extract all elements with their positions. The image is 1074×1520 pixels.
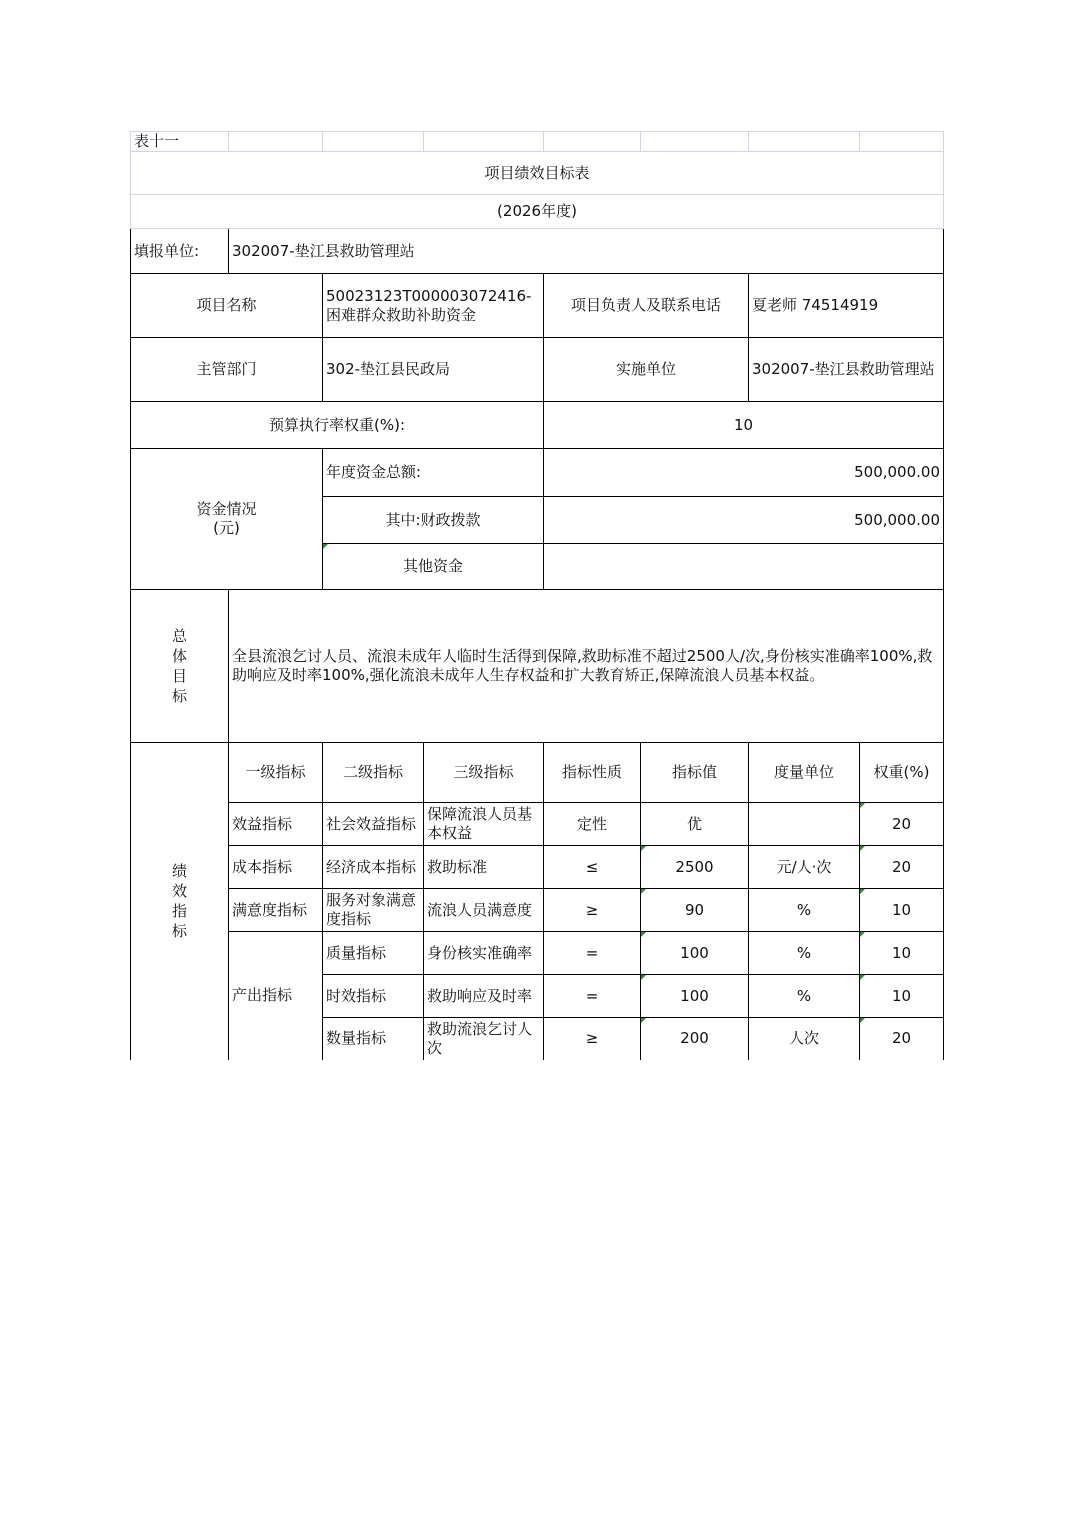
cell-level1: 产出指标 [229, 932, 323, 1060]
cell-value: 200 [641, 1018, 749, 1060]
header-level2: 二级指标 [323, 743, 424, 803]
cell-weight: 10 [860, 975, 944, 1018]
budget-rate-value: 10 [544, 402, 944, 449]
cell-level2: 经济成本指标 [323, 846, 424, 889]
cell-nature: ≥ [544, 889, 641, 932]
cell-value: 优 [641, 803, 749, 846]
cell-level2: 社会效益指标 [323, 803, 424, 846]
indicators-label: 绩效指标 [171, 862, 187, 941]
cell-value: 2500 [641, 846, 749, 889]
cell-weight: 20 [860, 846, 944, 889]
budget-rate-label: 预算执行率权重(%): [131, 402, 544, 449]
cell-weight: 20 [860, 1018, 944, 1060]
cell-value: 90 [641, 889, 749, 932]
cell-nature: = [544, 932, 641, 975]
cell-level3: 救助流浪乞讨人次 [424, 1018, 544, 1060]
implementing-unit-label: 实施单位 [544, 338, 749, 402]
cell-unit: 人次 [749, 1018, 860, 1060]
implementing-unit-value: 302007-垫江县救助管理站 [749, 338, 944, 402]
header-level3: 三级指标 [424, 743, 544, 803]
project-name-label: 项目名称 [131, 274, 323, 338]
funds-label: 资金情况 [196, 500, 257, 518]
cell-level3: 救助标准 [424, 846, 544, 889]
cell-level3: 身份核实准确率 [424, 932, 544, 975]
funds-label-cell [131, 449, 323, 590]
other-funds-value [544, 544, 944, 590]
cell-weight: 10 [860, 932, 944, 975]
header-weight: 权重(%) [860, 743, 944, 803]
header-unit: 度量单位 [749, 743, 860, 803]
annual-total-value: 500,000.00 [544, 449, 944, 497]
header-nature: 指标性质 [544, 743, 641, 803]
header-value: 指标值 [641, 743, 749, 803]
year-subtitle: (2026年度) [131, 195, 944, 229]
cell-nature: = [544, 975, 641, 1018]
cell-level1: 效益指标 [229, 803, 323, 846]
project-leader-label: 项目负责人及联系电话 [544, 274, 749, 338]
cell-value: 100 [641, 975, 749, 1018]
cell-level3: 救助响应及时率 [424, 975, 544, 1018]
cell-level2: 数量指标 [323, 1018, 424, 1060]
table-label: 表十一 [131, 132, 229, 152]
project-name-value: 50023123T000003072416-困难群众救助补助资金 [323, 274, 544, 338]
table-row [131, 846, 944, 889]
project-leader-value: 夏老师 74514919 [749, 274, 944, 338]
reporting-unit-value: 302007-垫江县救助管理站 [229, 229, 944, 274]
table-row [131, 932, 944, 975]
overall-goal-label: 总体目标 [171, 627, 187, 705]
cell-level1: 成本指标 [229, 846, 323, 889]
cell-unit: % [749, 975, 860, 1018]
header-level1: 一级指标 [229, 743, 323, 803]
page-title: 项目绩效目标表 [131, 152, 944, 195]
table-row [131, 889, 944, 932]
cell-value: 100 [641, 932, 749, 975]
annual-total-label: 年度资金总额: [323, 449, 544, 497]
overall-goal-text: 全县流浪乞讨人员、流浪未成年人临时生活得到保障,救助标准不超过2500人/次,身份核实准确率100%,救助响应及时率100%,强化流浪未成年人生存权益和扩大教育矫正,保障流浪人员基本权益。 [229, 590, 944, 743]
overall-goal-label-cell [131, 590, 229, 743]
cell-unit [749, 803, 860, 846]
table-row [131, 803, 944, 846]
fiscal-allocation-value: 500,000.00 [544, 497, 944, 544]
cell-nature: ≤ [544, 846, 641, 889]
cell-level3: 保障流浪人员基本权益 [424, 803, 544, 846]
cell-unit: % [749, 932, 860, 975]
cell-level2: 服务对象满意度指标 [323, 889, 424, 932]
cell-nature: 定性 [544, 803, 641, 846]
cell-level2: 质量指标 [323, 932, 424, 975]
cell-nature: ≥ [544, 1018, 641, 1060]
cell-unit: % [749, 889, 860, 932]
cell-level3: 流浪人员满意度 [424, 889, 544, 932]
performance-target-table [130, 131, 944, 1060]
reporting-unit-label: 填报单位: [131, 229, 229, 274]
department-value: 302-垫江县民政局 [323, 338, 544, 402]
department-label: 主管部门 [131, 338, 323, 402]
cell-weight: 10 [860, 889, 944, 932]
fiscal-allocation-label: 其中:财政拨款 [323, 497, 544, 544]
cell-weight: 20 [860, 803, 944, 846]
cell-level1: 满意度指标 [229, 889, 323, 932]
indicators-label-cell [131, 743, 229, 1060]
other-funds-label: 其他资金 [323, 544, 544, 590]
funds-unit: (元) [213, 519, 240, 537]
cell-level2: 时效指标 [323, 975, 424, 1018]
cell-unit: 元/人·次 [749, 846, 860, 889]
